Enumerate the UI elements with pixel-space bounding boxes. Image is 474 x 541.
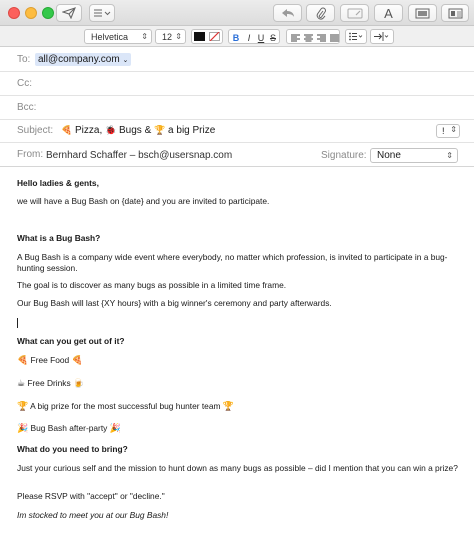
paragraph-rsvp: Please RSVP with "accept" or "decline." xyxy=(17,491,165,501)
font-family-select[interactable] xyxy=(84,29,152,44)
priority-select[interactable] xyxy=(436,124,460,138)
heading-bring: What do you need to bring? xyxy=(17,444,128,454)
list-item xyxy=(17,401,462,413)
zoom-window-button[interactable] xyxy=(42,7,54,19)
indent-arrow-icon xyxy=(374,32,390,41)
list-item xyxy=(17,355,462,367)
benefit-food: Free Food xyxy=(28,355,72,365)
header-fields-button[interactable] xyxy=(89,4,115,22)
heading-what-is: What is a Bug Bash? xyxy=(17,233,101,243)
trophy-icon: 🏆 xyxy=(154,126,166,136)
paper-plane-icon xyxy=(62,7,76,19)
heading-benefits: What can you get out of it? xyxy=(17,336,125,346)
cc-field-row[interactable] xyxy=(0,72,474,96)
list-item xyxy=(17,423,462,435)
strikethrough-button[interactable]: S xyxy=(269,32,276,43)
align-center-icon xyxy=(304,34,313,42)
indent-button[interactable] xyxy=(370,29,394,44)
to-recipient-address: all@company.com xyxy=(38,54,120,65)
coffee-icon: ☕ xyxy=(17,379,26,389)
reply-arrow-icon xyxy=(281,8,295,18)
to-label: To: xyxy=(17,54,31,65)
subject-field-row[interactable] xyxy=(0,119,474,143)
benefit-party: Bug Bash after-party xyxy=(28,423,110,433)
italic-button[interactable]: I xyxy=(247,32,251,43)
subject-part-2: Bugs & xyxy=(116,125,155,136)
alignment-group xyxy=(286,29,340,44)
priority-value: ! xyxy=(442,126,445,136)
to-recipient-token[interactable] xyxy=(35,53,131,66)
background-color-swatch[interactable] xyxy=(209,32,220,41)
attach-button[interactable] xyxy=(306,4,335,22)
bcc-label: Bcc: xyxy=(17,102,37,113)
align-center-button[interactable] xyxy=(301,30,315,45)
updown-chevron-icon: ⇕ xyxy=(175,32,182,41)
from-label: From: xyxy=(17,149,44,160)
party-popper-icon: 🎉 xyxy=(17,424,29,434)
updown-chevron-icon: ⇕ xyxy=(446,151,453,160)
intro-paragraph: we will have a Bug Bash on {date} and you are invited to participate. xyxy=(17,196,270,206)
close-window-button[interactable] xyxy=(8,7,20,19)
subject-label: Subject: xyxy=(17,125,54,136)
subject-part-3: a big Prize xyxy=(165,125,216,136)
bold-button[interactable]: B xyxy=(232,32,240,43)
pizza-icon: 🍕 xyxy=(17,356,29,366)
chevron-down-icon: ⌄ xyxy=(122,57,129,64)
justify-icon xyxy=(330,34,339,42)
stationery-icon xyxy=(448,8,463,19)
from-select[interactable]: Bernhard Schaffer – bsch@usersnap.com xyxy=(46,150,233,161)
font-family-value: Helvetica xyxy=(91,31,129,42)
send-button[interactable] xyxy=(56,4,82,22)
list-icon xyxy=(93,8,111,18)
text-color-swatch[interactable] xyxy=(194,32,205,41)
title-bar xyxy=(0,0,474,26)
to-field-row xyxy=(0,48,474,72)
benefit-drinks: Free Drinks xyxy=(25,378,74,388)
text-cursor xyxy=(17,318,18,328)
pizza-icon: 🍕 xyxy=(71,356,83,366)
align-right-icon xyxy=(317,34,326,42)
style-group xyxy=(228,29,280,44)
format-text-button[interactable] xyxy=(374,4,403,22)
font-size-value: 12 xyxy=(162,31,173,42)
photo-icon xyxy=(415,8,430,19)
closing-line: Im stocked to meet you at our Bug Bash! xyxy=(17,510,169,520)
list-item xyxy=(17,378,462,390)
minimize-window-button[interactable] xyxy=(25,7,37,19)
underline-button[interactable]: U xyxy=(257,32,265,43)
cc-label: Cc: xyxy=(17,78,32,89)
bug-icon: 🐞 xyxy=(105,126,117,136)
trophy-icon: 🏆 xyxy=(222,402,235,412)
format-bar xyxy=(0,26,474,47)
paragraph-duration: Our Bug Bash will last {XY hours} with a big winner's ceremony and party afterwards. xyxy=(17,298,332,308)
updown-chevron-icon: ⇕ xyxy=(141,32,148,41)
color-group xyxy=(191,29,223,44)
beer-icon: 🍺 xyxy=(73,379,85,389)
font-size-select[interactable] xyxy=(155,29,186,44)
greeting-line: Hello ladies & gents, xyxy=(17,178,99,188)
stationery-button[interactable] xyxy=(441,4,469,22)
pizza-icon: 🍕 xyxy=(61,126,73,136)
signature-label: Signature: xyxy=(321,150,367,161)
benefit-prize: A big prize for the most successful bug hunter team xyxy=(28,401,223,411)
font-a-icon: A xyxy=(384,5,393,21)
updown-chevron-icon: ⇕ xyxy=(450,125,457,134)
paragraph-goal: The goal is to discover as many bugs as possible in a limited time frame. xyxy=(17,280,287,290)
paragraph-bring: Just your curious self and the mission to hunt down as many bugs as possible – did I mention that you can win a prize? xyxy=(17,463,458,473)
align-right-button[interactable] xyxy=(314,30,328,45)
signature-select[interactable] xyxy=(370,148,458,163)
photo-browser-button[interactable] xyxy=(408,4,437,22)
markup-button[interactable] xyxy=(340,4,369,22)
no-color-slash-icon xyxy=(209,32,220,41)
justify-button[interactable] xyxy=(327,30,341,45)
paragraph-definition: A Bug Bash is a company wide event where everybody, no matter which profession, is invited to participate in a bug-hunting session. xyxy=(17,252,448,273)
align-left-icon xyxy=(291,34,300,42)
reply-button[interactable] xyxy=(273,4,302,22)
list-style-button[interactable] xyxy=(345,29,367,44)
subject-part-1: Pizza, xyxy=(72,125,106,136)
paperclip-icon xyxy=(316,7,326,20)
bcc-field-row[interactable] xyxy=(0,96,474,120)
from-field-row xyxy=(0,143,474,167)
markup-icon xyxy=(347,8,363,19)
subject-input[interactable] xyxy=(61,125,215,136)
bulleted-list-icon xyxy=(349,32,363,41)
party-popper-icon: 🎉 xyxy=(109,424,121,434)
trophy-icon: 🏆 xyxy=(17,402,29,412)
align-left-button[interactable] xyxy=(288,30,302,45)
signature-value: None xyxy=(377,150,401,161)
